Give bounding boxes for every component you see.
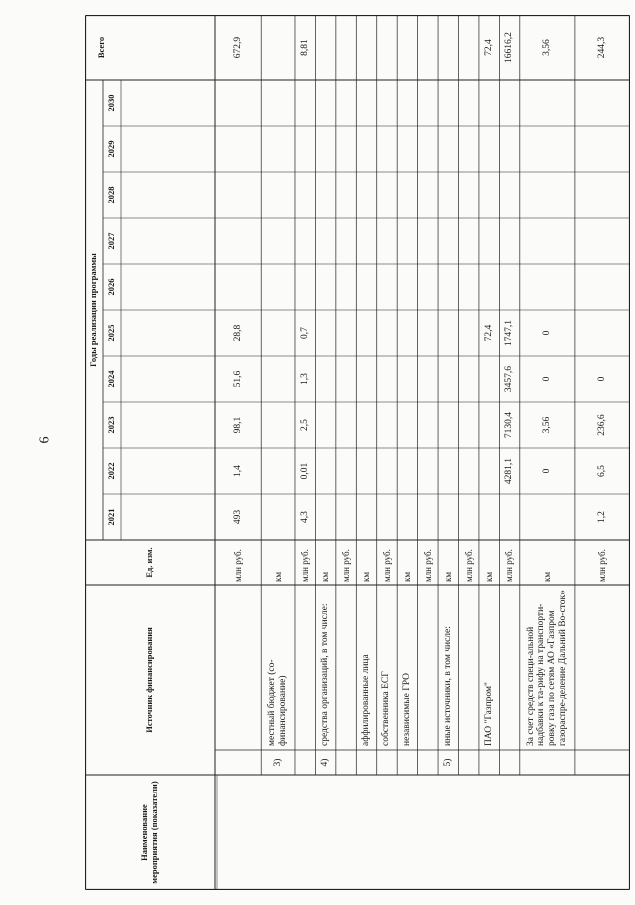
value-2026: [499, 264, 519, 310]
value-2028: [438, 172, 458, 218]
total-cell: 672,9: [232, 36, 243, 59]
value-2022: 4281,1: [504, 457, 515, 485]
value-2029: [377, 126, 397, 172]
funding-source: аффилированные лица: [361, 654, 372, 746]
value-2023: 2,5: [299, 419, 310, 431]
value-2026: [479, 264, 499, 310]
value-2021: [458, 494, 478, 540]
value-2021: [315, 494, 335, 540]
value-2026: [215, 264, 261, 310]
value-2024: [377, 356, 397, 402]
value-2029: [356, 126, 376, 172]
value-2030: [215, 80, 261, 126]
value-2027: [499, 218, 519, 264]
value-2021: 493: [232, 509, 243, 525]
value-2026: [315, 264, 335, 310]
header-year-2027: 2027: [106, 232, 117, 250]
value-2022: 1,4: [232, 465, 243, 477]
value-2029: [575, 126, 630, 172]
total-cell: [418, 15, 438, 80]
value-2026: [397, 264, 417, 310]
funding-source: ПАО "Газпром": [483, 682, 494, 746]
header-year-2025: 2025: [106, 324, 117, 342]
value-2023: 98,1: [232, 416, 243, 434]
funding-source: [336, 585, 356, 750]
value-2023: [261, 402, 295, 448]
header-year-2024: 2024: [106, 370, 117, 388]
header-year-2030: 2030: [106, 94, 117, 112]
funding-source: независимые ГРО: [401, 673, 412, 746]
value-2021: 4,3: [299, 511, 310, 523]
value-2025: [397, 310, 417, 356]
value-2027: [520, 218, 575, 264]
row-number: [479, 750, 499, 775]
value-2028: [499, 172, 519, 218]
row-number: [295, 750, 315, 775]
value-2025: [458, 310, 478, 356]
total-cell: [438, 15, 458, 80]
header-year-2022: 2022: [106, 462, 117, 480]
value-2029: [261, 126, 295, 172]
value-2024: [261, 356, 295, 402]
total-cell: 3,56: [541, 39, 552, 56]
value-2024: [418, 356, 438, 402]
value-2025: 28,8: [232, 324, 243, 342]
row-number: [397, 750, 417, 775]
funding-source: За счет средств специ-альной надбавки к та-рифу на транспорти-ровку газа по сетям АО «Газпром газораспре-деление Дальний Во-сток»: [525, 590, 569, 746]
value-2021: [377, 494, 397, 540]
row-number: [499, 750, 519, 775]
value-2023: [377, 402, 397, 448]
value-2030: [377, 80, 397, 126]
value-2026: [458, 264, 478, 310]
value-2026: [295, 264, 315, 310]
header-event-name: Наименование мероприятия (показатели): [139, 781, 159, 884]
header-year-2029: 2029: [106, 140, 117, 158]
funding-source: собственника ЕСГ: [381, 671, 392, 746]
value-2028: [261, 172, 295, 218]
value-2028: [418, 172, 438, 218]
value-2027: [356, 218, 376, 264]
unit-cell: млн руб.: [504, 549, 515, 582]
value-2026: [261, 264, 295, 310]
value-2024: [356, 356, 376, 402]
row-number: 5): [442, 758, 453, 767]
unit-cell: км: [443, 571, 454, 582]
funding-source: средства организаций, в том числе:: [320, 603, 331, 746]
value-2027: [215, 218, 261, 264]
value-2023: 3,56: [541, 416, 552, 434]
row-number: [215, 750, 261, 775]
funding-source: иные источники, в том числе:: [442, 626, 453, 746]
value-2024: 1,3: [299, 373, 310, 385]
total-cell: [261, 15, 295, 80]
row-number: [458, 750, 478, 775]
value-2021: 1,2: [596, 511, 607, 523]
value-2023: [458, 402, 478, 448]
value-2025: 0: [541, 330, 552, 336]
row-number: [356, 750, 376, 775]
value-2028: [397, 172, 417, 218]
value-2022: [397, 448, 417, 494]
value-2024: [315, 356, 335, 402]
total-cell: [458, 15, 478, 80]
total-cell: 16616,2: [504, 32, 515, 63]
value-2026: [438, 264, 458, 310]
value-2027: [336, 218, 356, 264]
value-2025: [261, 310, 295, 356]
value-2023: [356, 402, 376, 448]
value-2029: [215, 126, 261, 172]
value-2027: [458, 218, 478, 264]
unit-cell: млн руб.: [463, 549, 474, 582]
value-2030: [520, 80, 575, 126]
row-number: [377, 750, 397, 775]
total-cell: [356, 15, 376, 80]
value-2024: [438, 356, 458, 402]
value-2029: [418, 126, 438, 172]
value-2023: 7130,4: [504, 411, 515, 439]
value-2028: [356, 172, 376, 218]
row-number: 4): [320, 758, 331, 767]
value-2022: [336, 448, 356, 494]
value-2026: [520, 264, 575, 310]
unit-cell: млн руб.: [340, 549, 351, 582]
unit-cell: км: [402, 571, 413, 582]
total-cell: 72,4: [483, 39, 494, 56]
value-2022: [479, 448, 499, 494]
value-2022: [377, 448, 397, 494]
value-2022: 0: [541, 468, 552, 474]
unit-cell: км: [272, 571, 283, 582]
unit-cell: млн руб.: [381, 549, 392, 582]
value-2028: [336, 172, 356, 218]
value-2023: [397, 402, 417, 448]
value-2029: [499, 126, 519, 172]
value-2025: [315, 310, 335, 356]
value-2029: [458, 126, 478, 172]
value-2026: [336, 264, 356, 310]
value-2027: [377, 218, 397, 264]
unit-cell: млн руб.: [422, 549, 433, 582]
header-year-2023: 2023: [106, 416, 117, 434]
value-2025: 0,7: [299, 327, 310, 339]
value-2026: [575, 264, 630, 310]
value-2030: [458, 80, 478, 126]
total-cell: [315, 15, 335, 80]
unit-cell: км: [483, 571, 494, 582]
header-year-2021: 2021: [106, 508, 117, 526]
unit-cell: млн руб.: [597, 549, 608, 582]
value-2022: 0,01: [299, 462, 310, 480]
value-2021: [418, 494, 438, 540]
value-2029: [520, 126, 575, 172]
value-2024: 3457,6: [504, 365, 515, 393]
value-2027: [315, 218, 335, 264]
value-2030: [479, 80, 499, 126]
value-2028: [458, 172, 478, 218]
value-2025: [418, 310, 438, 356]
value-2028: [479, 172, 499, 218]
unit-cell: км: [320, 571, 331, 582]
value-2022: [315, 448, 335, 494]
value-2024: [336, 356, 356, 402]
value-2027: [479, 218, 499, 264]
value-2026: [377, 264, 397, 310]
value-2030: [397, 80, 417, 126]
value-2028: [520, 172, 575, 218]
value-2025: [377, 310, 397, 356]
value-2025: [356, 310, 376, 356]
value-2030: [575, 80, 630, 126]
value-2026: [418, 264, 438, 310]
funding-source: [575, 585, 630, 750]
value-2030: [315, 80, 335, 126]
value-2029: [438, 126, 458, 172]
value-2021: [520, 494, 575, 540]
value-2030: [336, 80, 356, 126]
financing-table: [85, 15, 630, 890]
value-2028: [575, 172, 630, 218]
value-2024: 51,6: [232, 370, 243, 388]
value-2030: [418, 80, 438, 126]
value-2027: [438, 218, 458, 264]
total-cell: 8,81: [299, 39, 310, 56]
value-2021: [356, 494, 376, 540]
value-2027: [261, 218, 295, 264]
unit-cell: км: [542, 571, 553, 582]
funding-source: [418, 585, 438, 750]
value-2026: [356, 264, 376, 310]
header-source: Источник финансирования: [144, 627, 155, 733]
value-2027: [575, 218, 630, 264]
funding-source: [458, 585, 478, 750]
row-number: [418, 750, 438, 775]
value-2021: [261, 494, 295, 540]
total-cell: 244,3: [596, 36, 607, 59]
row-number: 3): [272, 758, 283, 767]
row-number: [520, 750, 575, 775]
header-total: Всего: [96, 36, 106, 59]
value-2022: [418, 448, 438, 494]
value-2025: [438, 310, 458, 356]
value-2024: 0: [541, 376, 552, 382]
value-2030: [261, 80, 295, 126]
value-2023: [418, 402, 438, 448]
row-number: [575, 750, 630, 775]
value-2023: [315, 402, 335, 448]
funding-source: [215, 585, 261, 750]
total-cell: [377, 15, 397, 80]
unit-cell: млн руб.: [300, 549, 311, 582]
value-2027: [397, 218, 417, 264]
value-2030: [438, 80, 458, 126]
value-2021: [397, 494, 417, 540]
header-year-2026: 2026: [106, 278, 117, 296]
value-2029: [397, 126, 417, 172]
header-years-title: Годы реализации программы: [88, 253, 99, 367]
value-2022: 6,5: [596, 465, 607, 477]
funding-source: [295, 585, 315, 750]
header-year-2028: 2028: [106, 186, 117, 204]
value-2028: [295, 172, 315, 218]
value-2021: [499, 494, 519, 540]
total-cell: [397, 15, 417, 80]
value-2021: [438, 494, 458, 540]
value-2029: [336, 126, 356, 172]
unit-cell: км: [361, 571, 372, 582]
value-2025: 1747,1: [504, 319, 515, 347]
value-2029: [315, 126, 335, 172]
value-2030: [499, 80, 519, 126]
value-2023: [438, 402, 458, 448]
value-2022: [438, 448, 458, 494]
value-2024: 0: [596, 376, 607, 382]
value-2025: 72,4: [483, 324, 494, 342]
unit-cell: млн руб.: [232, 549, 243, 582]
total-cell: [336, 15, 356, 80]
value-2028: [215, 172, 261, 218]
value-2029: [479, 126, 499, 172]
value-2023: [336, 402, 356, 448]
row-number: [336, 750, 356, 775]
value-2028: [315, 172, 335, 218]
value-2028: [377, 172, 397, 218]
value-2024: [458, 356, 478, 402]
value-2030: [295, 80, 315, 126]
value-2025: [336, 310, 356, 356]
value-2023: 236,6: [596, 414, 607, 436]
header-unit: Ед. изм.: [144, 547, 155, 578]
value-2025: [575, 310, 630, 356]
page-number: 6: [37, 436, 53, 444]
value-2024: [397, 356, 417, 402]
value-2027: [295, 218, 315, 264]
value-2024: [479, 356, 499, 402]
funding-source: [499, 585, 519, 750]
value-2022: [261, 448, 295, 494]
value-2021: [479, 494, 499, 540]
value-2029: [295, 126, 315, 172]
value-2030: [356, 80, 376, 126]
funding-source: местный бюджет (со-финансирование): [267, 659, 289, 746]
value-2022: [356, 448, 376, 494]
value-2027: [418, 218, 438, 264]
value-2021: [336, 494, 356, 540]
value-2022: [458, 448, 478, 494]
value-2023: [479, 402, 499, 448]
